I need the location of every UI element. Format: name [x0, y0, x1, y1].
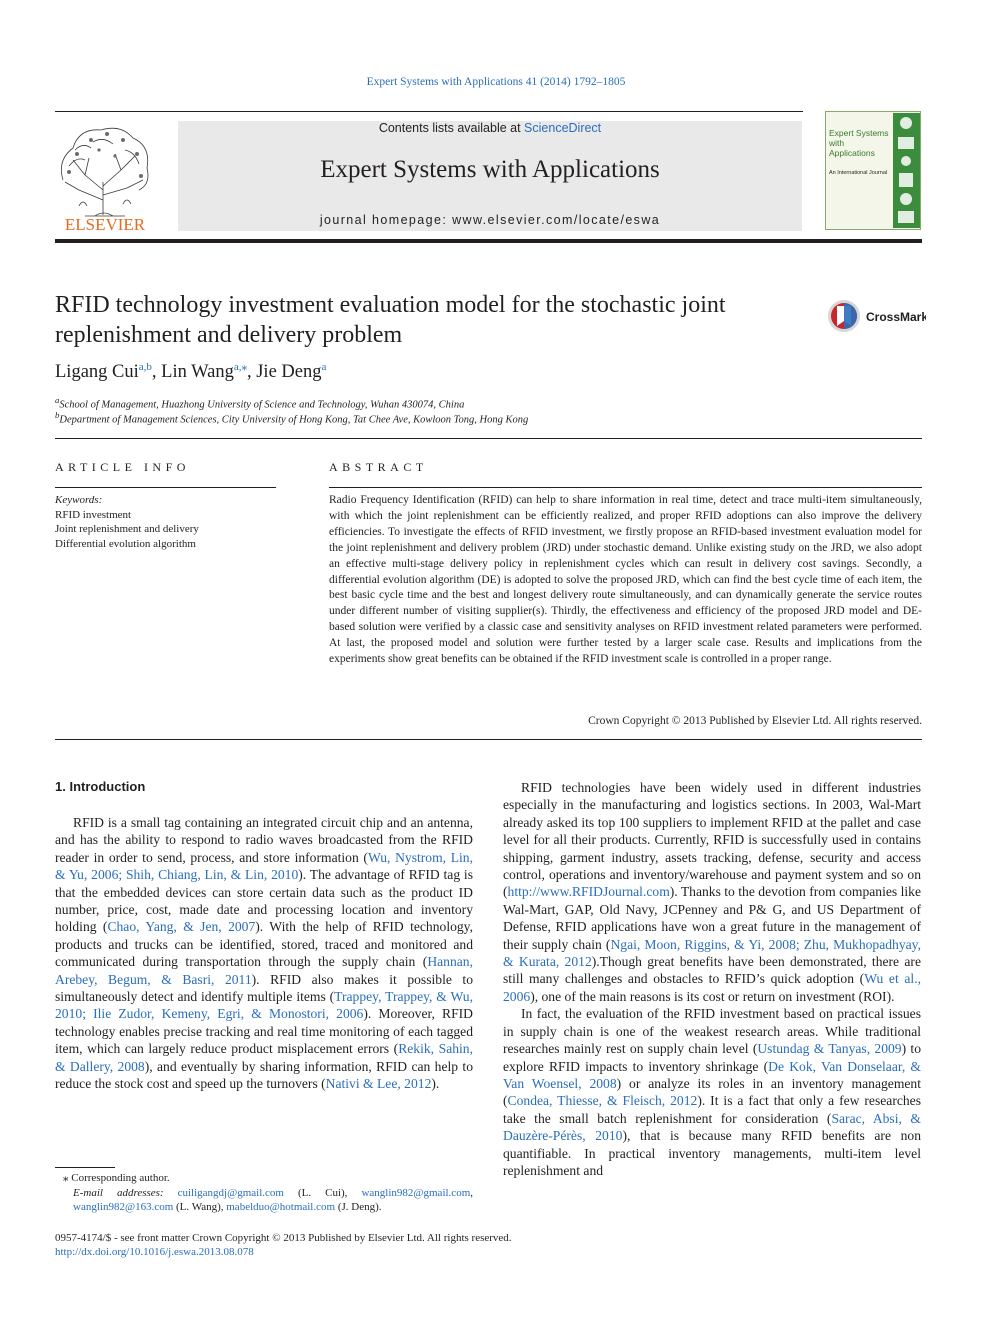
paragraph-text: ). RFID also makes it possible to simultaneously detect and identify multiple items (: [55, 971, 473, 1005]
email-link[interactable]: wanglin982@163.com: [73, 1201, 174, 1214]
journal-reference[interactable]: Expert Systems with Applications 41 (2014) 1792–1805: [366, 76, 626, 88]
paragraph-text: ), one of the main reasons is its cost or return on investment (ROI).: [530, 988, 895, 1004]
paragraph-text: ) or analyze its roles in an inventory management (: [503, 1075, 922, 1109]
author-name: Ligang Cui: [55, 362, 139, 383]
keywords-block: [55, 493, 276, 551]
contents-prefix: Contents lists available at: [378, 121, 525, 135]
crossmark-icon: [826, 298, 926, 334]
crossmark-badge[interactable]: [826, 298, 926, 334]
body-column-right: [503, 779, 921, 1179]
paragraph-text: RFID is a small tag containing an integrated circuit chip and an antenna, and has the ability to respond to radio waves broadcasted from the RFID reader in order to send, process, and store information (: [55, 815, 473, 865]
citation-link[interactable]: Hannan, Arebey, Begum, & Basri, 2011: [55, 954, 473, 987]
homepage-prefix: journal homepage:: [319, 213, 453, 227]
copyright-line: Crown Copyright © 2013 Published by Elsevier Ltd. All rights reserved.: [588, 715, 922, 727]
author-name: Jie Deng: [256, 362, 322, 383]
paragraph: [503, 1005, 921, 1179]
author-affiliation-mark[interactable]: a: [321, 361, 327, 373]
doi-link[interactable]: http://dx.doi.org/10.1016/j.eswa.2013.08.078: [55, 1246, 254, 1258]
citation-link[interactable]: Wu et al., 2006: [503, 971, 921, 1004]
author-list: Ligang Cui$^{a,b}$, Lin Wang$^{a,⁎}$, Jie Deng$^a$: [55, 361, 327, 383]
author-affiliation-mark[interactable]: a,b: [138, 361, 152, 373]
journal-title: Expert Systems with Applications: [320, 156, 660, 183]
paragraph-text: ), and eventually by sharing information, RFID can help to reduce the stock cost and speed up the turnovers (: [55, 1058, 473, 1092]
email-addresses: E-mail addresses: cuiligangdj@gmail.com (L. Cui), wanglin982@gmail.com, wanglin982@163.com (L. Wang), mabelduo@hotmail.com (J. Deng).: [73, 1186, 473, 1214]
issn-line: 0957-4174/$ - see front matter Crown Copyright © 2013 Published by Elsevier Ltd. All rights reserved.: [55, 1232, 512, 1244]
contents-available-line: [178, 121, 802, 135]
abstract-heading: ABSTRACT: [329, 460, 428, 474]
citation-link[interactable]: Chao, Yang, & Jen, 2007: [107, 919, 256, 935]
citation-link[interactable]: Nativi & Lee, 2012: [325, 1076, 432, 1092]
body-column-left: [55, 814, 473, 1093]
paragraph: [55, 814, 473, 1093]
email-link[interactable]: wanglin982@gmail.com: [361, 1186, 471, 1199]
article-info-heading: ARTICLE INFO: [55, 460, 190, 474]
affiliation-rule: [55, 438, 922, 439]
citation-link[interactable]: Ngai, Moon, Riggins, & Yi, 2008; Zhu, Mukhopadhyay, & Kurata, 2012: [503, 936, 921, 970]
cover-title: Expert Systems with Applications: [829, 128, 889, 158]
email-link[interactable]: mabelduo@hotmail.com: [226, 1201, 336, 1214]
keyword-item: RFID investment: [55, 508, 132, 521]
paragraph-text: ). The advantage of RFID tag is that the embedded devices can store certain data such as the product ID number, price, cost, made date and processing location and inventory holding (: [55, 867, 473, 935]
footnote-rule: [55, 1167, 115, 1168]
email-link[interactable]: cuiligangdj@gmail.com: [177, 1186, 284, 1199]
paragraph-text: In fact, the evaluation of the RFID investment based on practical issues in supply chain is one of the weakest research areas. While traditional researches mainly rest on supply chain level (: [503, 1006, 921, 1057]
paragraph: [503, 779, 921, 1005]
abstract-bottom-rule: [55, 739, 922, 740]
citation-link[interactable]: Wu, Nystrom, Lin, & Yu, 2006; Shih, Chiang, Lin, & Lin, 2010: [55, 849, 474, 883]
page-footer: [55, 1231, 655, 1259]
paragraph-text: ) to explore RFID impacts to inventory shrinkage (: [503, 1041, 921, 1074]
paragraph-text: ), that is because many RFID benefits are non quantifiable. In practical inventory managements, multi-item level replenishment and: [503, 1128, 921, 1178]
elsevier-tree-icon: [55, 120, 155, 235]
citation-link[interactable]: Rekik, Sahin, & Dallery, 2008: [55, 1041, 473, 1074]
journal-homepage-line: [178, 213, 802, 227]
affiliation-b: $^b$Department of Management Sciences, City University of Hong Kong, Tat Chee Ave, Kowloon Tong, Hong Kong: [55, 410, 529, 426]
citation-link[interactable]: Trappey, Trappey, & Wu, 2010; Ilie Zudor, Kemeny, Egri, & Monostori, 2006: [55, 989, 473, 1022]
paragraph-text: ). With the help of RFID technology, products and trucks can be identified, stored, traced and monitored and communicated during transportation through the supply chain (: [55, 919, 473, 970]
corresponding-author-note: ⁎ Corresponding author.: [63, 1172, 170, 1184]
article-info-rule: [55, 487, 276, 488]
cover-image-strip: [893, 113, 920, 228]
homepage-url[interactable]: www.elsevier.com/locate/eswa: [452, 213, 661, 227]
abstract-rule: [329, 487, 922, 488]
keywords-label: Keywords:: [55, 494, 103, 506]
sciencedirect-link[interactable]: ScienceDirect: [524, 121, 602, 135]
keyword-item: Joint replenishment and delivery: [55, 523, 199, 536]
section-heading-introduction: 1. Introduction: [55, 779, 146, 794]
keyword-item: Differential evolution algorithm: [55, 537, 196, 550]
cover-collage-icon: [893, 113, 920, 228]
footnotes: [55, 1171, 473, 1215]
crossmark-label: CrossMark: [866, 310, 926, 324]
citation-link[interactable]: De Kok, Van Donselaar, & Van Woensel, 2008: [503, 1058, 921, 1091]
paragraph-text: RFID technologies have been widely used in different industries especially in the manufacturing and logistics sections. In 2003, Wal-Mart already asked its top 100 suppliers to implement RFID at the pallet and case level for all their products. Currently, RFID is successfully used in contains shipping, garment industry, assets tracking, defense, security and access control, operations and inventory/warehouse and payment system and so on (: [503, 780, 921, 900]
author-affiliation-mark[interactable]: a,⁎: [233, 361, 247, 373]
abstract-text: Radio Frequency Identification (RFID) can help to share information in real time, detect and trace multi-item simultaneously, with which the joint replenishment can be efficiently realized, and proper RFID adoptions can also improve the delivery efficiencies. To investigate the effects of RFID investment, we firstly propose an RFID-based investment evaluation model for the joint replenishment and delivery problem (JRD) under stochastic demand. Unlike existing study on the JRD, we also adopt an effective multi-stage delivery policy in replenishment cycles which can result in delivery cost savings. Secondly, a differential evolution algorithm (DE) is adopted to solve the proposed JRD, which can find the best cycle time of each item, the best basic cycle time and the best and longest delivery route simultaneously, and can dynamically generate the service routes under different number of visiting supplier(s). Thirdly, the effectiveness and efficiency of the proposed JRD model and DE-based solution were verified by a classic case and sensitivity analyses on RFID investment related parameters were performed. At last, the proposed model and solution were further tested by a larger scale case. Results and implications from the experiments show great benefits can be obtained if the RFID investment scale is controlled in a proper range.: [329, 494, 922, 666]
author-name: Lin Wang: [161, 362, 234, 383]
article-title: RFID technology investment evaluation model for the stochastic joint replenishment and delivery problem: [55, 292, 726, 348]
paragraph-text: ). Moreover, RFID technology enables precise tracking and real time monitoring of each tagged item, which can largely reduce product misplacement errors (: [55, 1006, 473, 1057]
paragraph-text: ).Though great benefits have been demonstrated, there are still many challenges and obstacles to RFID’s quick adoption (: [503, 954, 921, 987]
cover-subtitle: An International Journal: [829, 170, 888, 176]
affiliation-a: $^a$School of Management, Huazhong University of Science and Technology, Wuhan 430074, China: [55, 395, 465, 411]
citation-link[interactable]: Condea, Thiesse, & Fleisch, 2012: [507, 1093, 698, 1109]
elsevier-logo: [55, 120, 155, 235]
paragraph-text: ).: [431, 1076, 440, 1092]
email-label: E-mail addresses:: [73, 1186, 164, 1199]
paragraph-text: ). It is a fact that only a few researches take the small batch replenishment for consideration (: [503, 1093, 921, 1126]
header-bottom-rule: [55, 239, 922, 243]
citation-link[interactable]: Sarac, Absi, & Dauzère-Pérès, 2010: [503, 1110, 921, 1144]
paragraph-text: ). Thanks to the devotion from companies like Wal-Mart, GAP, Old Navy, JCPenney and P& G, and US Department of Defense, RFID applications have won a great future in the management of their supply chain (: [503, 884, 921, 952]
header-top-rule: [55, 111, 803, 112]
elsevier-wordmark: ELSEVIER: [64, 215, 146, 234]
citation-link[interactable]: Ustundag & Tanyas, 2009: [757, 1041, 902, 1057]
citation-link[interactable]: http://www.RFIDJournal.com: [507, 884, 670, 900]
